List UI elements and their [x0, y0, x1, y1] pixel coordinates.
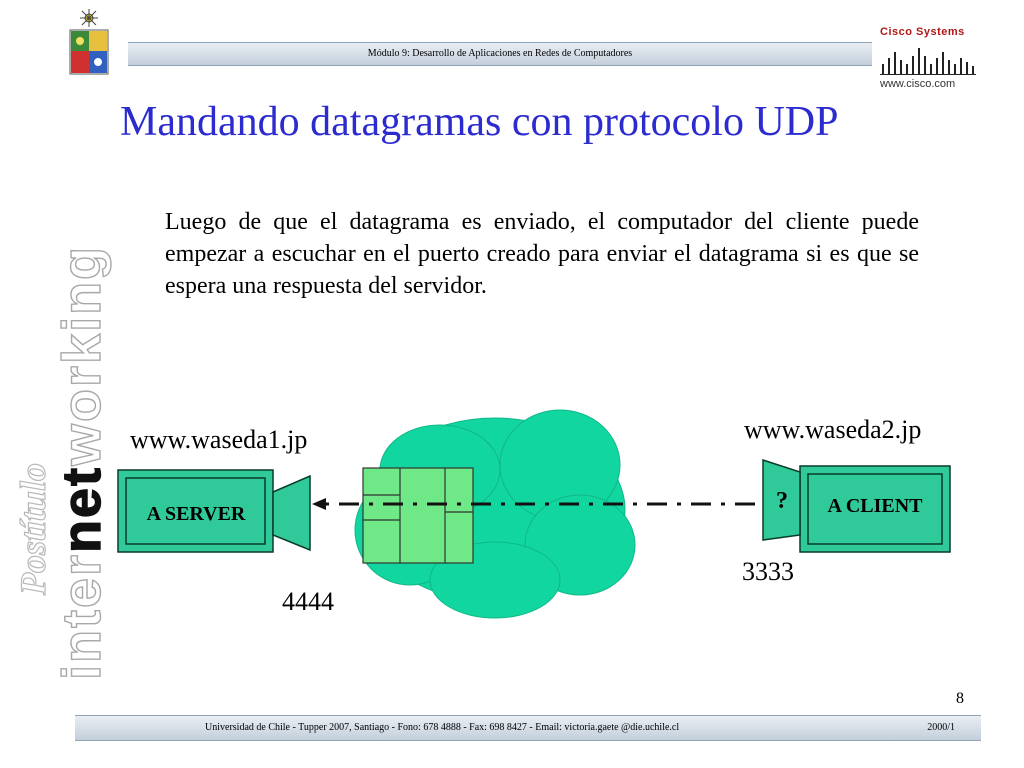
server-port-funnel: [273, 476, 310, 550]
client-port: 3333: [742, 557, 794, 586]
footer-contact: Universidad de Chile - Tupper 2007, Santiago - Fono: 678 4888 - Fax: 698 8427 - Email: victoria.gaete @die.uchile.cl: [205, 722, 680, 733]
header-bar: [128, 42, 872, 66]
arrow-head-icon: [312, 498, 326, 510]
server-hostname: www.waseda1.jp: [130, 425, 308, 454]
client-hostname: www.waseda2.jp: [744, 415, 922, 444]
footer-date: 2000/1: [927, 722, 955, 733]
cisco-url: www.cisco.com: [880, 78, 956, 90]
footer-bar: [75, 715, 981, 741]
side-main-text: internetworking: [52, 244, 112, 680]
server-label: A SERVER: [146, 503, 246, 525]
university-crest-logo: [66, 8, 112, 76]
cisco-logo: [880, 26, 980, 96]
server-port: 4444: [282, 587, 334, 616]
datagram-packet-icon: [363, 468, 473, 563]
side-branding: [0, 90, 120, 690]
page-number: 8: [956, 690, 964, 707]
udp-diagram: [110, 400, 990, 630]
side-script-text: Postítulo: [13, 462, 53, 595]
cisco-brand-text: Cisco Systems: [880, 26, 965, 38]
unknown-port-marker: ?: [776, 488, 788, 514]
body-paragraph: Luego de que el datagrama es enviado, el computador del cliente puede empezar a escuchar en el puerto creado para enviar el datagrama si es que se espera una respuesta del servidor.: [165, 209, 919, 299]
module-title: Módulo 9: Desarrollo de Aplicaciones en Redes de Computadores: [367, 48, 633, 59]
client-label: A CLIENT: [827, 495, 923, 517]
slide-title: Mandando datagramas con protocolo UDP: [120, 99, 839, 145]
cisco-bars-icon: [880, 42, 980, 76]
